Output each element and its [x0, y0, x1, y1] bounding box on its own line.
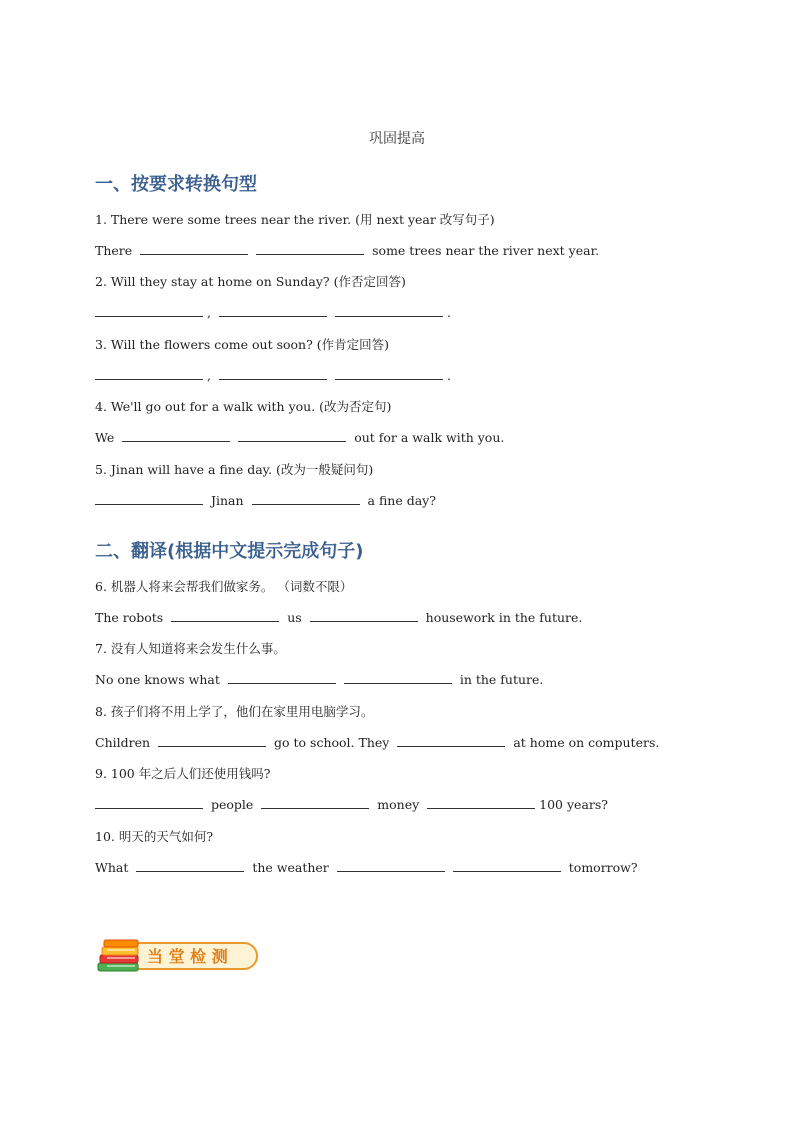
question-8-prompt: 8. 孩子们将不用上学了，他们在家里用电脑学习。	[95, 704, 374, 719]
answer-text: What	[95, 860, 129, 875]
question-8-answer	[95, 733, 659, 750]
answer-text: Children	[95, 735, 151, 750]
answer-text: go to school. They	[274, 735, 390, 750]
answer-text: at home on computers.	[513, 735, 660, 750]
answer-blank[interactable]	[122, 428, 230, 442]
period: .	[446, 368, 451, 383]
question-9-answer	[95, 795, 608, 812]
answer-blank[interactable]	[337, 858, 445, 872]
question-3-prompt: 3. Will the flowers come out soon? (作肯定回答)	[95, 337, 390, 352]
answer-blank[interactable]	[344, 670, 452, 684]
comma: ,	[207, 368, 211, 383]
answer-blank[interactable]	[95, 795, 203, 809]
answer-text: No one knows what	[95, 672, 220, 687]
question-1-answer	[95, 241, 599, 258]
answer-blank[interactable]	[95, 303, 203, 317]
section-heading-sentence-conversion: 一、按要求转换句型	[95, 174, 257, 195]
answer-blank[interactable]	[427, 795, 535, 809]
answer-blank[interactable]	[136, 858, 244, 872]
answer-blank[interactable]	[453, 858, 561, 872]
page-title: 巩固提高	[369, 131, 425, 147]
question-3-answer	[95, 366, 451, 383]
answer-blank[interactable]	[171, 608, 279, 622]
answer-blank[interactable]	[310, 608, 418, 622]
answer-blank[interactable]	[95, 491, 203, 505]
answer-text: us	[287, 610, 302, 625]
question-6-answer	[95, 608, 582, 625]
answer-blank[interactable]	[335, 366, 443, 380]
answer-blank[interactable]	[335, 303, 443, 317]
question-9-prompt: 9. 100 年之后人们还使用钱吗?	[95, 766, 271, 781]
answer-text: a fine day?	[367, 493, 436, 508]
answer-blank[interactable]	[219, 366, 327, 380]
answer-text: We	[95, 430, 115, 445]
question-4-answer	[95, 428, 504, 445]
question-4-prompt: 4. We'll go out for a walk with you. (改为否定句)	[95, 399, 392, 414]
question-6-prompt: 6. 机器人将来会帮我们做家务。 （词数不限）	[95, 579, 353, 594]
classroom-test-banner	[95, 935, 265, 979]
answer-blank[interactable]	[219, 303, 327, 317]
answer-blank[interactable]	[397, 733, 505, 747]
answer-blank[interactable]	[95, 366, 203, 380]
answer-text: 100 years?	[539, 797, 608, 812]
answer-text: money	[377, 797, 420, 812]
answer-text: the weather	[252, 860, 329, 875]
question-1-prompt: 1. There were some trees near the river. (用 next year 改写句子)	[95, 212, 495, 227]
period: .	[446, 305, 451, 320]
question-7-prompt: 7. 没有人知道将来会发生什么事。	[95, 641, 286, 656]
answer-blank[interactable]	[256, 241, 364, 255]
answer-text: tomorrow?	[568, 860, 638, 875]
comma: ,	[207, 305, 211, 320]
question-10-prompt: 10. 明天的天气如何?	[95, 829, 214, 844]
answer-blank[interactable]	[238, 428, 346, 442]
answer-blank[interactable]	[228, 670, 336, 684]
answer-text: Jinan	[210, 493, 244, 508]
answer-text: out for a walk with you.	[354, 430, 505, 445]
answer-text: people	[210, 797, 254, 812]
books-icon	[95, 935, 265, 979]
question-5-answer	[95, 491, 436, 508]
answer-text: in the future.	[459, 672, 544, 687]
question-2-answer	[95, 303, 451, 320]
section-heading-translation: 二、翻译(根据中文提示完成句子)	[95, 541, 364, 562]
answer-text: There	[95, 243, 133, 258]
answer-blank[interactable]	[158, 733, 266, 747]
answer-blank[interactable]	[252, 491, 360, 505]
question-7-answer	[95, 670, 543, 687]
answer-text: housework in the future.	[425, 610, 583, 625]
answer-text: The robots	[95, 610, 164, 625]
answer-blank[interactable]	[140, 241, 248, 255]
question-5-prompt: 5. Jinan will have a fine day. (改为一般疑问句)	[95, 462, 374, 477]
banner-label: 当 堂 检 测	[147, 947, 228, 966]
question-2-prompt: 2. Will they stay at home on Sunday? (作否定回答)	[95, 274, 406, 289]
question-10-answer	[95, 858, 638, 875]
answer-blank[interactable]	[261, 795, 369, 809]
answer-text: some trees near the river next year.	[372, 243, 600, 258]
